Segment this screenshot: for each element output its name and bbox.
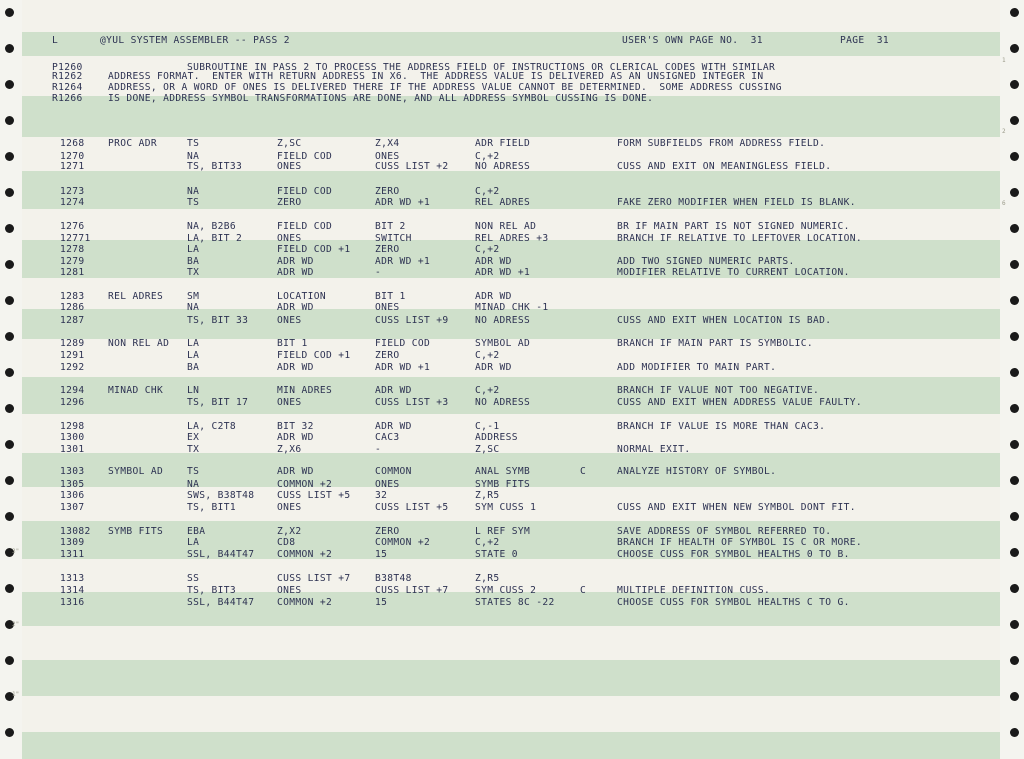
- operand-2: ONES: [375, 151, 400, 162]
- operand-3: ADR WD +1: [475, 267, 531, 278]
- line-number: 1273: [60, 186, 85, 197]
- operand-1: LOCATION: [277, 291, 327, 302]
- line-number: 1301: [60, 444, 85, 455]
- line-number: 1313: [60, 573, 85, 584]
- operand-1: ADR WD: [277, 302, 314, 313]
- operand-3: Z,SC: [475, 444, 500, 455]
- remark: ANALYZE HISTORY OF SYMBOL.: [617, 466, 777, 477]
- operand-2: BIT 1: [375, 291, 406, 302]
- operand-1: FIELD COD: [277, 186, 333, 197]
- line-number: 1311: [60, 549, 85, 560]
- operand-3: C,+2: [475, 385, 500, 396]
- tractor-hole: [1010, 656, 1019, 665]
- tractor-hole: [5, 512, 14, 521]
- operand-1: ADR WD: [277, 362, 314, 373]
- intro-line-number: P1260: [52, 62, 83, 73]
- operand-3: MINAD CHK -1: [475, 302, 549, 313]
- tractor-hole: [5, 440, 14, 449]
- line-number: 1268: [60, 138, 85, 149]
- line-number: 1296: [60, 397, 85, 408]
- operand-2: ADR WD +1: [375, 256, 431, 267]
- operand-1: FIELD COD +1: [277, 350, 351, 361]
- operand-1: MIN ADRES: [277, 385, 333, 396]
- margin-mark: 2: [1002, 128, 1006, 135]
- tractor-hole: [5, 476, 14, 485]
- intro-text: IS DONE, ADDRESS SYMBOL TRANSFORMATIONS ARE DONE, AND ALL ADDRESS SYMBOL CUSSING IS DONE.: [108, 93, 654, 104]
- operand-3: C,+2: [475, 350, 500, 361]
- remark: MULTIPLE DEFINITION CUSS.: [617, 585, 771, 596]
- operand-2: ADR WD: [375, 421, 412, 432]
- tractor-hole: [1010, 512, 1019, 521]
- intro-text: SUBROUTINE IN PASS 2 TO PROCESS THE ADDRESS FIELD OF INSTRUCTIONS OR CLERICAL CODES WITH SIMILAR: [187, 62, 776, 73]
- tractor-hole: [5, 44, 14, 53]
- line-number: 12771: [60, 233, 91, 244]
- operand-3: REL ADRES +3: [475, 233, 549, 244]
- operand-1: FIELD COD +1: [277, 244, 351, 255]
- operand-2: ADR WD: [375, 385, 412, 396]
- operand-3: NO ADRESS: [475, 161, 531, 172]
- opcode: SM: [187, 291, 200, 302]
- opcode: TS, BIT3: [187, 585, 237, 596]
- operand-1: COMMON +2: [277, 597, 333, 608]
- opcode: LA: [187, 350, 200, 361]
- line-number: 1283: [60, 291, 85, 302]
- flag: C: [580, 466, 587, 477]
- tractor-hole: [5, 224, 14, 233]
- line-number: 1316: [60, 597, 85, 608]
- operand-3: ADR WD: [475, 256, 512, 267]
- operand-2: CAC3: [375, 432, 400, 443]
- operand-3: C,+2: [475, 151, 500, 162]
- remark: BRANCH IF RELATIVE TO LEFTOVER LOCATION.: [617, 233, 863, 244]
- operand-1: BIT 1: [277, 338, 308, 349]
- opcode: EBA: [187, 526, 206, 537]
- opcode: TS: [187, 466, 200, 477]
- remark: FORM SUBFIELDS FROM ADDRESS FIELD.: [617, 138, 826, 149]
- location-label: SYMBOL AD: [108, 466, 164, 477]
- operand-2: Z,X4: [375, 138, 400, 149]
- operand-3: SYMBOL AD: [475, 338, 531, 349]
- remark: CHOOSE CUSS FOR SYMBOL HEALTHS C TO G.: [617, 597, 850, 608]
- operand-1: FIELD COD: [277, 151, 333, 162]
- operand-1: ZERO: [277, 197, 302, 208]
- remark: MODIFIER RELATIVE TO CURRENT LOCATION.: [617, 267, 850, 278]
- intro-line-number: R1266: [52, 93, 83, 104]
- operand-2: -: [375, 267, 382, 278]
- opcode: BA: [187, 362, 200, 373]
- remark: BR IF MAIN PART IS NOT SIGNED NUMERIC.: [617, 221, 850, 232]
- operand-1: ONES: [277, 585, 302, 596]
- opcode: LA: [187, 338, 200, 349]
- remark: BRANCH IF MAIN PART IS SYMBOLIC.: [617, 338, 814, 349]
- line-number: 1286: [60, 302, 85, 313]
- margin-mark: 1: [1002, 57, 1006, 64]
- operand-3: STATE 0: [475, 549, 518, 560]
- green-bar-stripe: [22, 732, 1000, 759]
- intro-text: ADDRESS, OR A WORD OF ONES IS DELIVERED THERE IF THE ADDRESS VALUE CANNOT BE DETERMINED. SOME ADDRESS CUSSING: [108, 82, 782, 93]
- opcode: SSL, B44T47: [187, 597, 255, 608]
- tractor-hole: [1010, 440, 1019, 449]
- line-number: 1274: [60, 197, 85, 208]
- line-number: 1271: [60, 161, 85, 172]
- line-number: 1305: [60, 479, 85, 490]
- operand-3: SYM CUSS 1: [475, 502, 537, 513]
- opcode: BA: [187, 256, 200, 267]
- line-number: 1287: [60, 315, 85, 326]
- opcode: NA, B2B6: [187, 221, 237, 232]
- remark: FAKE ZERO MODIFIER WHEN FIELD IS BLANK.: [617, 197, 856, 208]
- operand-2: CUSS LIST +9: [375, 315, 449, 326]
- operand-1: ADR WD: [277, 267, 314, 278]
- operand-1: ADR WD: [277, 256, 314, 267]
- tractor-hole: [1010, 476, 1019, 485]
- opcode: TS, BIT 17: [187, 397, 249, 408]
- opcode: TX: [187, 444, 200, 455]
- operand-3: ANAL SYMB: [475, 466, 531, 477]
- tractor-hole: [1010, 152, 1019, 161]
- tractor-hole: [5, 260, 14, 269]
- tractor-strip-right: [1000, 0, 1024, 759]
- opcode: NA: [187, 302, 200, 313]
- line-number: 1300: [60, 432, 85, 443]
- green-bar-stripe: [22, 660, 1000, 696]
- location-label: NON REL AD: [108, 338, 170, 349]
- remark: CUSS AND EXIT WHEN NEW SYMBOL DONT FIT.: [617, 502, 856, 513]
- operand-2: B38T48: [375, 573, 412, 584]
- operand-3: ADR FIELD: [475, 138, 531, 149]
- tractor-hole: [1010, 116, 1019, 125]
- operand-1: CUSS LIST +7: [277, 573, 351, 584]
- location-label: SYMB FITS: [108, 526, 164, 537]
- opcode: TS, BIT1: [187, 502, 237, 513]
- remark: CUSS AND EXIT WHEN LOCATION IS BAD.: [617, 315, 832, 326]
- opcode: NA: [187, 479, 200, 490]
- operand-2: COMMON: [375, 466, 412, 477]
- operand-2: CUSS LIST +5: [375, 502, 449, 513]
- tractor-hole: [5, 584, 14, 593]
- margin-mark: 3": [12, 548, 20, 555]
- remark: CHOOSE CUSS FOR SYMBOL HEALTHS 0 TO B.: [617, 549, 850, 560]
- operand-3: Z,R5: [475, 490, 500, 501]
- operand-3: SYM CUSS 2: [475, 585, 537, 596]
- opcode: TS, BIT33: [187, 161, 243, 172]
- operand-1: ONES: [277, 397, 302, 408]
- operand-2: ONES: [375, 302, 400, 313]
- intro-line-number: R1264: [52, 82, 83, 93]
- line-number: 1314: [60, 585, 85, 596]
- opcode: SS: [187, 573, 200, 584]
- intro-text: ADDRESS FORMAT. ENTER WITH RETURN ADDRESS IN X6. THE ADDRESS VALUE IS DELIVERED AS AN UNSIGNED INTEGER IN: [108, 71, 764, 82]
- line-number: 1307: [60, 502, 85, 513]
- operand-3: NON REL AD: [475, 221, 537, 232]
- tractor-hole: [1010, 224, 1019, 233]
- operand-3: STATES 8C -22: [475, 597, 555, 608]
- line-number: 1294: [60, 385, 85, 396]
- operand-2: BIT 2: [375, 221, 406, 232]
- tractor-hole: [5, 332, 14, 341]
- tractor-hole: [5, 116, 14, 125]
- remark: BRANCH IF HEALTH OF SYMBOL IS C OR MORE.: [617, 537, 863, 548]
- operand-2: CUSS LIST +2: [375, 161, 449, 172]
- operand-3: ADR WD: [475, 291, 512, 302]
- operand-2: SWITCH: [375, 233, 412, 244]
- opcode: LA: [187, 244, 200, 255]
- opcode: TX: [187, 267, 200, 278]
- operand-3: SYMB FITS: [475, 479, 531, 490]
- tractor-hole: [5, 80, 14, 89]
- line-number: 13082: [60, 526, 91, 537]
- opcode: TS, BIT 33: [187, 315, 249, 326]
- tractor-hole: [1010, 728, 1019, 737]
- line-number: 1306: [60, 490, 85, 501]
- tractor-hole: [1010, 8, 1019, 17]
- tractor-hole: [1010, 404, 1019, 413]
- remark: SAVE ADDRESS OF SYMBOL REFERRED TO.: [617, 526, 832, 537]
- operand-2: ONES: [375, 479, 400, 490]
- line-number: 1303: [60, 466, 85, 477]
- flag: C: [580, 585, 587, 596]
- operand-3: Z,R5: [475, 573, 500, 584]
- tractor-hole: [5, 404, 14, 413]
- operand-1: CUSS LIST +5: [277, 490, 351, 501]
- opcode: SSL, B44T47: [187, 549, 255, 560]
- opcode: TS: [187, 138, 200, 149]
- tractor-hole: [5, 8, 14, 17]
- tractor-hole: [1010, 44, 1019, 53]
- line-number: 1279: [60, 256, 85, 267]
- opcode: TS: [187, 197, 200, 208]
- operand-2: CUSS LIST +7: [375, 585, 449, 596]
- opcode: EX: [187, 432, 200, 443]
- operand-2: ZERO: [375, 244, 400, 255]
- margin-mark: 2": [12, 621, 20, 628]
- operand-1: COMMON +2: [277, 479, 333, 490]
- intro-line-number: R1262: [52, 71, 83, 82]
- tractor-hole: [5, 656, 14, 665]
- line-number: 1270: [60, 151, 85, 162]
- header-col-l: L: [52, 35, 59, 46]
- operand-2: 15: [375, 597, 388, 608]
- line-number: 1309: [60, 537, 85, 548]
- opcode: SWS, B38T48: [187, 490, 255, 501]
- tractor-hole: [1010, 296, 1019, 305]
- operand-3: REL ADRES: [475, 197, 531, 208]
- opcode: LA, C2T8: [187, 421, 237, 432]
- tractor-hole: [1010, 692, 1019, 701]
- location-label: REL ADRES: [108, 291, 164, 302]
- opcode: LA, BIT 2: [187, 233, 243, 244]
- operand-1: ONES: [277, 502, 302, 513]
- line-number: 1278: [60, 244, 85, 255]
- remark: BRANCH IF VALUE NOT TOO NEGATIVE.: [617, 385, 820, 396]
- opcode: NA: [187, 151, 200, 162]
- tractor-hole: [1010, 620, 1019, 629]
- operand-3: C,+2: [475, 537, 500, 548]
- operand-2: ZERO: [375, 186, 400, 197]
- operand-3: L REF SYM: [475, 526, 531, 537]
- green-bar-stripe: [22, 377, 1000, 414]
- tractor-hole: [5, 728, 14, 737]
- tractor-hole: [1010, 80, 1019, 89]
- user-page-number: USER'S OWN PAGE NO. 31: [622, 35, 763, 46]
- operand-1: ONES: [277, 161, 302, 172]
- tractor-hole: [1010, 332, 1019, 341]
- operand-2: ZERO: [375, 350, 400, 361]
- remark: NORMAL EXIT.: [617, 444, 691, 455]
- operand-1: ADR WD: [277, 466, 314, 477]
- operand-3: NO ADRESS: [475, 397, 531, 408]
- tractor-hole: [5, 152, 14, 161]
- tractor-strip-left: [0, 0, 22, 759]
- location-label: PROC ADR: [108, 138, 158, 149]
- remark: CUSS AND EXIT ON MEANINGLESS FIELD.: [617, 161, 832, 172]
- margin-mark: 6: [1002, 200, 1006, 207]
- tractor-hole: [5, 188, 14, 197]
- operand-2: 32: [375, 490, 388, 501]
- operand-3: C,-1: [475, 421, 500, 432]
- operand-2: CUSS LIST +3: [375, 397, 449, 408]
- operand-2: ZERO: [375, 526, 400, 537]
- operand-3: ADDRESS: [475, 432, 518, 443]
- remark: BRANCH IF VALUE IS MORE THAN CAC3.: [617, 421, 826, 432]
- page-title: @YUL SYSTEM ASSEMBLER -- PASS 2: [100, 35, 290, 46]
- line-number: 1289: [60, 338, 85, 349]
- line-number: 1292: [60, 362, 85, 373]
- operand-3: ADR WD: [475, 362, 512, 373]
- tractor-hole: [5, 368, 14, 377]
- operand-1: FIELD COD: [277, 221, 333, 232]
- line-number: 1291: [60, 350, 85, 361]
- operand-2: ADR WD +1: [375, 362, 431, 373]
- operand-2: ADR WD +1: [375, 197, 431, 208]
- tractor-hole: [1010, 548, 1019, 557]
- operand-1: COMMON +2: [277, 549, 333, 560]
- line-number: 1276: [60, 221, 85, 232]
- page-number: PAGE 31: [840, 35, 890, 46]
- tractor-hole: [1010, 260, 1019, 269]
- operand-1: ONES: [277, 233, 302, 244]
- operand-1: ADR WD: [277, 432, 314, 443]
- tractor-hole: [1010, 188, 1019, 197]
- opcode: LA: [187, 537, 200, 548]
- margin-mark: 1": [12, 691, 20, 698]
- operand-2: COMMON +2: [375, 537, 431, 548]
- remark: CUSS AND EXIT WHEN ADDRESS VALUE FAULTY.: [617, 397, 863, 408]
- tractor-hole: [5, 296, 14, 305]
- operand-1: ONES: [277, 315, 302, 326]
- line-number: 1281: [60, 267, 85, 278]
- operand-1: CD8: [277, 537, 296, 548]
- remark: ADD TWO SIGNED NUMERIC PARTS.: [617, 256, 795, 267]
- tractor-hole: [1010, 368, 1019, 377]
- operand-3: C,+2: [475, 244, 500, 255]
- operand-1: BIT 32: [277, 421, 314, 432]
- operand-1: Z,SC: [277, 138, 302, 149]
- operand-3: NO ADRESS: [475, 315, 531, 326]
- tractor-hole: [1010, 584, 1019, 593]
- operand-2: 15: [375, 549, 388, 560]
- location-label: MINAD CHK: [108, 385, 164, 396]
- line-number: 1298: [60, 421, 85, 432]
- operand-2: FIELD COD: [375, 338, 431, 349]
- operand-1: Z,X2: [277, 526, 302, 537]
- remark: ADD MODIFIER TO MAIN PART.: [617, 362, 777, 373]
- operand-3: C,+2: [475, 186, 500, 197]
- operand-1: Z,X6: [277, 444, 302, 455]
- opcode: NA: [187, 186, 200, 197]
- operand-2: -: [375, 444, 382, 455]
- opcode: LN: [187, 385, 200, 396]
